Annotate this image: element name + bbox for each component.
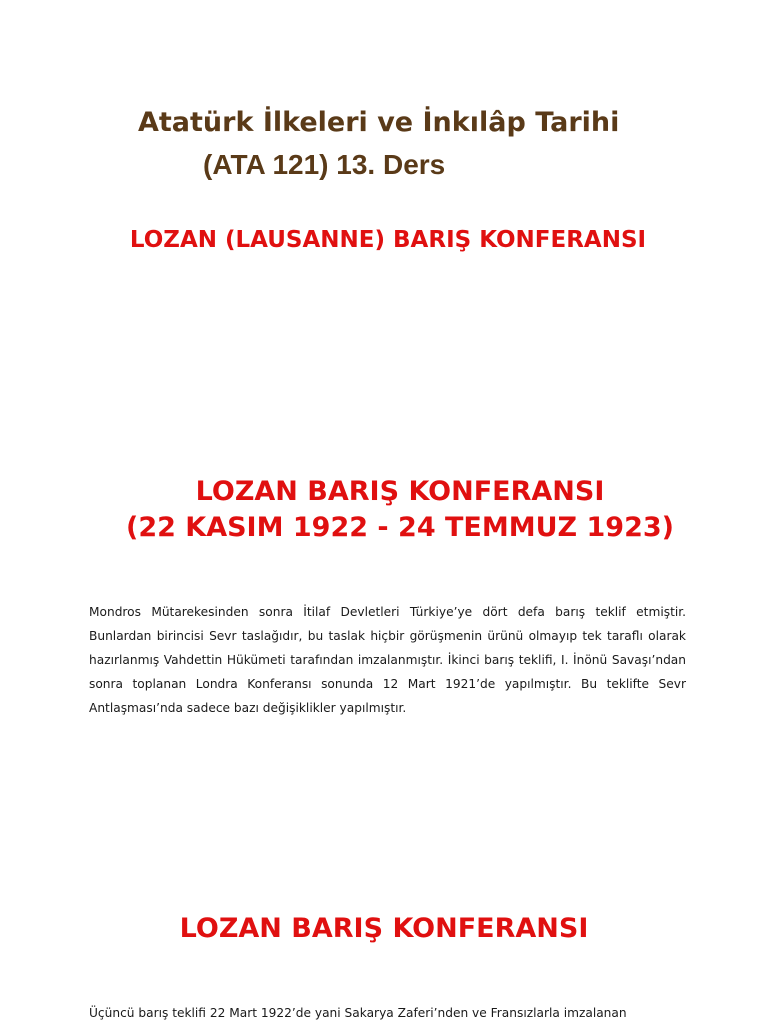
section-title: LOZAN BARIŞ KONFERANSI	[179, 913, 589, 944]
topic-title: LOZAN (LAUSANNE) BARIŞ KONFERANSI	[129, 227, 647, 253]
section-date-range: (22 KASIM 1922 - 24 TEMMUZ 1923)	[125, 512, 674, 543]
course-title-line2: (ATA 121) 13. Ders	[203, 149, 446, 180]
body-paragraph: Mondros Mütarekesinden sonra İtilaf Devletleri Türkiye’ye dört defa barış teklif etmiştir. Bunlardan birincisi Sevr taslağıdır, bu taslak hiçbir görüşmenin ürünü olmayıp tek taraflı olarak hazırlanmış Vahdettin Hükümeti tarafından imzalanmıştır. İkinci barış teklifi, I. İnönü Savaşı’ndan sonra toplanan Londra Konferansı sonunda 12 Mart 1921’de yapılmıştır. Bu teklifte Sevr Antlaşması’nda sadece bazı değişiklikler yapılmıştır.	[89, 605, 686, 715]
body-paragraph: Üçüncü barış teklifi 22 Mart 1922’de yani Sakarya Zaferi’nden ve Fransızlarla imzalanan	[89, 1006, 627, 1020]
section-title: LOZAN BARIŞ KONFERANSI	[195, 476, 605, 507]
course-title-line1: Atatürk İlkeleri ve İnkılâp Tarihi	[138, 107, 620, 138]
